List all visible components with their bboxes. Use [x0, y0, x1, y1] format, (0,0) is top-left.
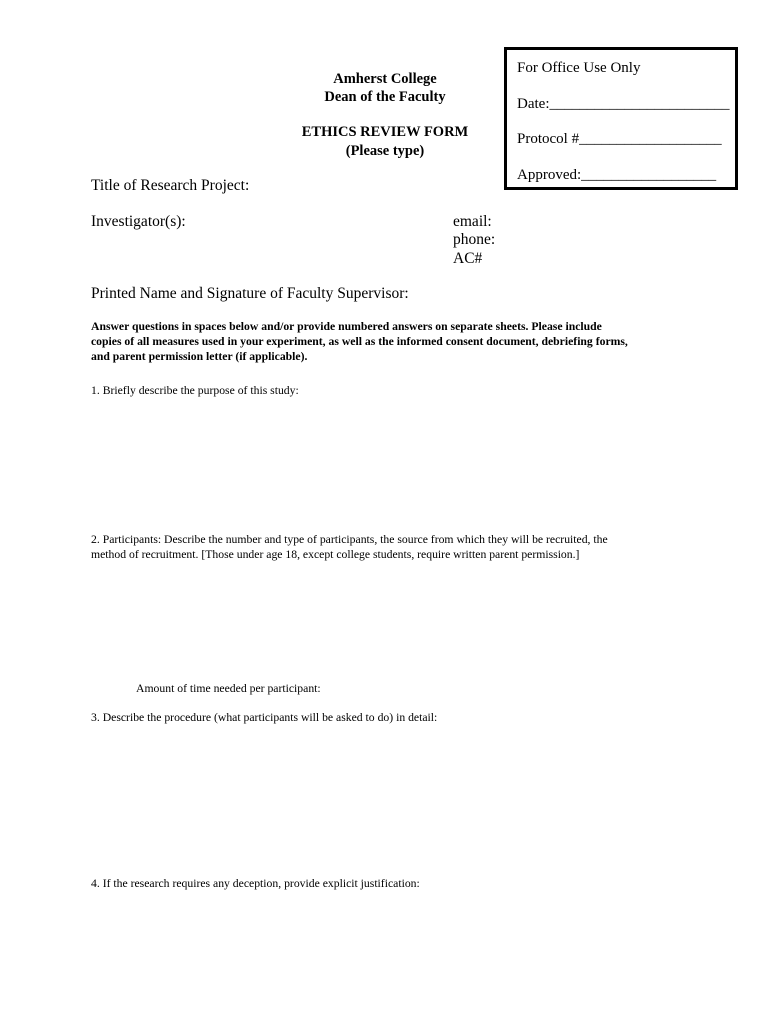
- department-name: Dean of the Faculty: [324, 89, 446, 105]
- form-subtitle: (Please type): [345, 143, 425, 159]
- investigators-label: Investigator(s):: [91, 213, 186, 230]
- office-use-box: [504, 47, 738, 190]
- phone-label: phone:: [453, 231, 496, 248]
- instructions-line: and parent permission letter (if applicable).: [91, 350, 308, 363]
- institution-name: Amherst College: [333, 71, 437, 87]
- question-4: 4. If the research requires any deception, provide explicit justification:: [91, 877, 420, 890]
- email-label: email:: [453, 213, 492, 230]
- office-date-field[interactable]: Date:________________________: [517, 96, 730, 112]
- instructions-line: Answer questions in spaces below and/or provide numbered answers on separate sheets. Please include: [91, 320, 602, 333]
- instructions-line: copies of all measures used in your experiment, as well as the informed consent document, debriefing forms,: [91, 335, 628, 348]
- office-protocol-field[interactable]: Protocol #___________________: [517, 131, 722, 147]
- supervisor-label: Printed Name and Signature of Faculty Supervisor:: [91, 285, 409, 302]
- ac-label: AC#: [453, 250, 483, 267]
- question-2-line-1: 2. Participants: Describe the number and type of participants, the source from which they will be recruited, the: [91, 533, 608, 546]
- project-title-label: Title of Research Project:: [91, 177, 250, 194]
- instructions: [91, 319, 691, 364]
- form-title: ETHICS REVIEW FORM: [301, 124, 469, 140]
- participant-time-label: Amount of time needed per participant:: [136, 682, 321, 695]
- question-3: 3. Describe the procedure (what participants will be asked to do) in detail:: [91, 711, 438, 724]
- office-approved-field[interactable]: Approved:__________________: [517, 167, 717, 183]
- question-1: 1. Briefly describe the purpose of this study:: [91, 384, 299, 397]
- office-use-heading: For Office Use Only: [517, 60, 641, 76]
- question-2-line-2: method of recruitment. [Those under age 18, except college students, require written parent permission.]: [91, 548, 580, 561]
